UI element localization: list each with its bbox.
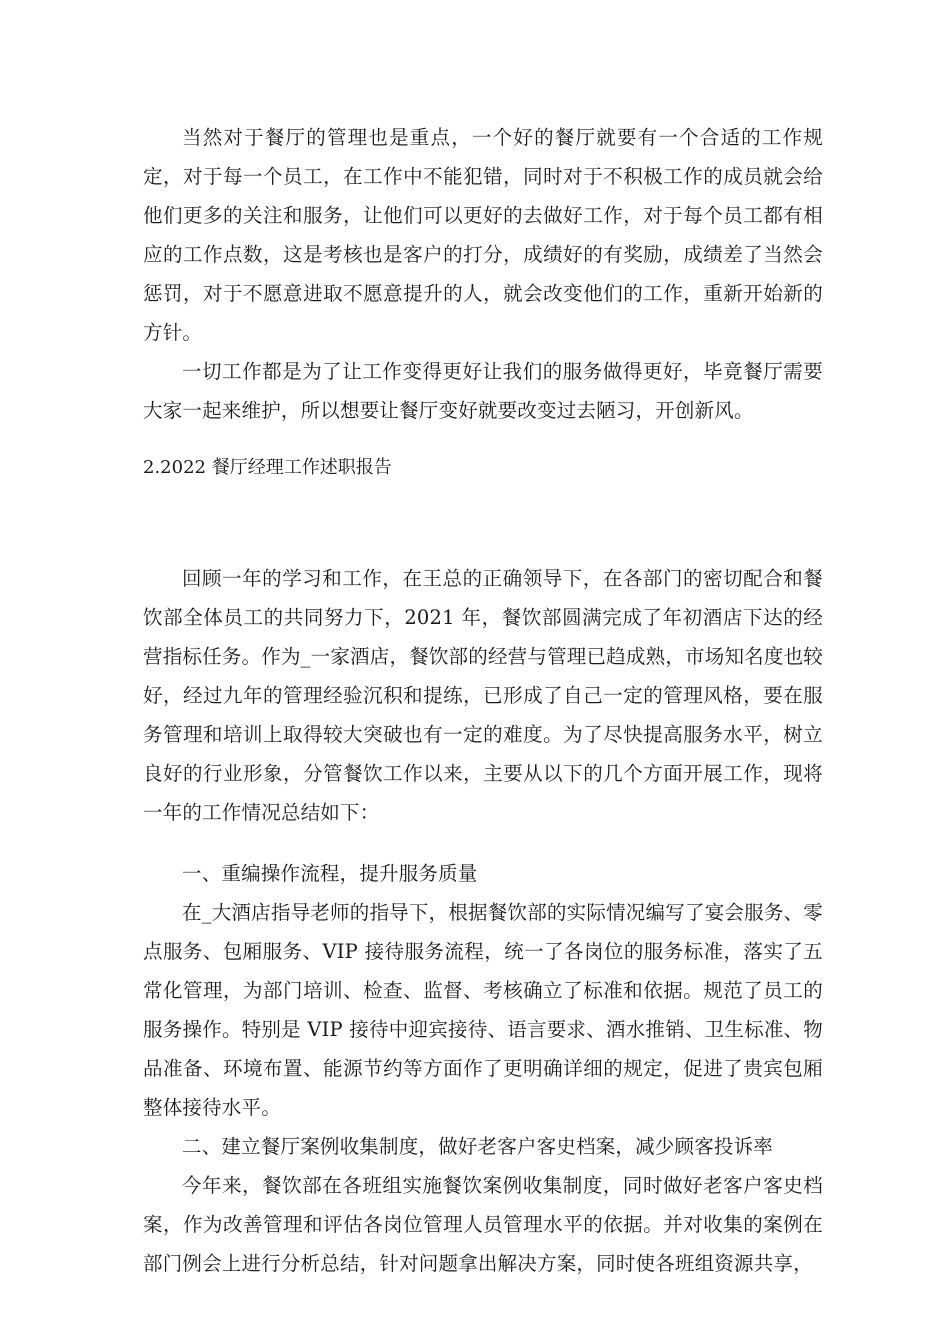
report-heading: 2.2022 餐厅经理工作述职报告	[143, 457, 392, 478]
paragraph-maintenance: 一切工作都是为了让工作变得更好让我们的服务做得更好，毕竟餐厅需要大家一起来维护，所以想要让餐厅变好就要改变过去陋习，开创新风。	[143, 360, 823, 422]
spacer	[143, 487, 823, 559]
paragraph-review: 回顾一年的学习和工作，在王总的正确领导下，在各部门的密切配合和餐饮部全体员工的共同努力下，2021 年，餐饮部圆满完成了年初酒店下达的经营指标任务。作为_一家酒店，餐饮部的经营与管理已趋成熟，市场知名度也较好，经过九年的管理经验沉积和提练，已形成了自己一定的管理风格，要在服务管理和培训上取得较大突破也有一定的难度。为了尽快提高服务水平，树立良好的行业形象，分管餐饮工作以来，主要从以下的几个方面开展工作，现将一年的工作情况总结如下：	[143, 567, 823, 824]
spacer	[143, 430, 823, 448]
spacer	[143, 832, 823, 854]
section-title-cases: 二、建立餐厅案例收集制度，做好老客户客史档案，减少顾客投诉率	[182, 1135, 774, 1158]
section-title-process: 一、重编操作流程，提升服务质量	[182, 862, 478, 885]
paragraph-cases: 今年来，餐饮部在各班组实施餐饮案例收集制度，同时做好老客户客史档案，作为改善管理和评估各岗位管理人员管理水平的依据。并对收集的案例在部门例会上进行分析总结，针对问题拿出解决方案，同时使各班组资源共享，	[143, 1174, 823, 1275]
paragraph-process: 在_大酒店指导老师的指导下，根据餐饮部的实际情况编写了宴会服务、零点服务、包厢服务、VIP 接待服务流程，统一了各岗位的服务标准，落实了五常化管理，为部门培训、检查、监督、考核确立了标准和依据。规范了员工的服务操作。特别是 VIP 接待中迎宾接待、语言要求、酒水推销、卫生标准、物品准备、环境布置、能源节约等方面作了更明确详细的规定，促进了贵宾包厢整体接待水平。	[143, 901, 823, 1119]
document-page	[143, 118, 823, 1283]
paragraph-management: 当然对于餐厅的管理也是重点，一个好的餐厅就要有一个合适的工作规定，对于每一个员工，在工作中不能犯错，同时对于不积极工作的成员就会给他们更多的关注和服务，让他们可以更好的去做好工作，对于每个员工都有相应的工作点数，这是考核也是客户的打分，成绩好的有奖励，成绩差了当然会惩罚，对于不愿意进取不愿意提升的人，就会改变他们的工作，重新开始新的方针。	[143, 126, 823, 344]
